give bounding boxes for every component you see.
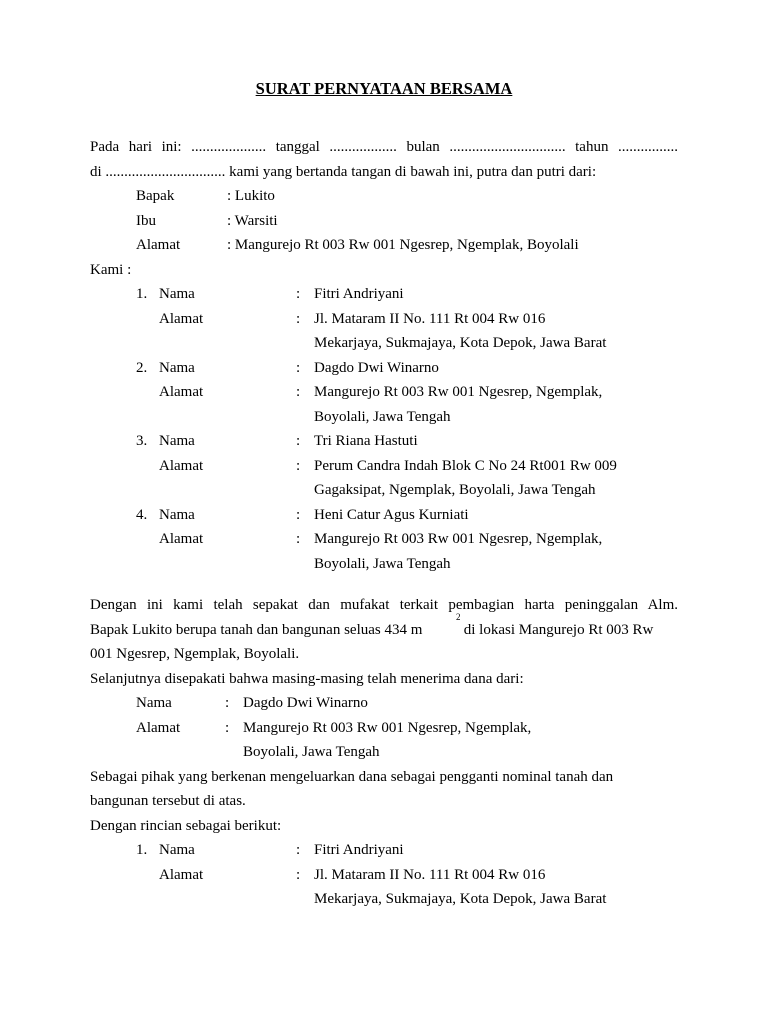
sebagai-line-2: bangunan tersebut di atas.	[90, 793, 246, 809]
rincian-nama: Fitri Andriyani	[314, 842, 404, 858]
rincian-number: 1.	[136, 842, 148, 858]
rincian-label: Dengan rincian sebagai berikut:	[90, 818, 282, 834]
colon: :	[296, 360, 301, 376]
person-nama-label: Nama	[159, 360, 195, 376]
agreement-line-2-end: di lokasi Mangurejo Rt 003 Rw	[460, 622, 654, 638]
person-nama: Fitri Andriyani	[314, 286, 404, 302]
person-nama-label: Nama	[159, 286, 195, 302]
colon: :	[296, 531, 301, 547]
kami-label: Kami :	[90, 262, 132, 278]
agreement-line-2-start: Bapak Lukito berupa tanah dan bangunan seluas 434 m	[90, 622, 423, 638]
person-nama: Dagdo Dwi Winarno	[314, 360, 439, 376]
parent-label-ibu: Ibu	[136, 213, 156, 229]
agreement-line-3: 001 Ngesrep, Ngemplak, Boyolali.	[90, 646, 300, 662]
person-alamat-line-1: Mangurejo Rt 003 Rw 001 Ngesrep, Ngemplak,	[314, 384, 603, 400]
rincian-alamat-line-2: Mekarjaya, Sukmajaya, Kota Depok, Jawa Barat	[314, 891, 607, 907]
person-number: 4.	[136, 507, 148, 523]
payer-nama-label: Nama	[136, 695, 172, 711]
colon: :	[296, 433, 301, 449]
person-alamat-line-1: Mangurejo Rt 003 Rw 001 Ngesrep, Ngemplak,	[314, 531, 603, 547]
colon: :	[296, 507, 301, 523]
person-number: 2.	[136, 360, 148, 376]
person-alamat-line-1: Jl. Mataram II No. 111 Rt 004 Rw 016	[314, 311, 546, 327]
parent-label-alamat: Alamat	[136, 237, 181, 253]
colon: :	[296, 384, 301, 400]
parent-label-bapak: Bapak	[136, 188, 175, 204]
person-number: 1.	[136, 286, 148, 302]
person-alamat-line-2: Boyolali, Jawa Tengah	[314, 556, 451, 572]
document-page: SURAT PERNYATAAN BERSAMA Pada hari ini: .................... tanggal .................. bulan ............................... tahun ................ di ................................ kami yang bertanda tangan di bawah ini, putra dan putri dari: Bapak : Lukito Ibu : Warsiti Alamat : Mangurejo Rt 003 Rw 001 Ngesrep, Ngemplak, Boyolali Kami : 1. Nama : Fitri Andriyani Alamat : Jl. Mataram II No. 111 Rt 004 Rw 016 Mekarjaya, Sukmajaya, Kota Depok, Jawa Barat 2. Nama : Dagdo Dwi Winarno Alamat : Mangurejo Rt 003 Rw 001 Ngesrep, Ngemplak, Boyolali, Jawa Tengah 3. Nama : Tri Riana Hastuti Alamat : Perum Candra Indah Blok C No 24 Rt001 Rw 009 Gagaksipat, Ngemplak, Boyolali, Jawa Tengah 4. Nama : Heni Catur Agus Kurniati Alamat : Mangurejo Rt 003 Rw 001 Ngesrep, Ngemplak, Boyolali, Jawa Tengah Dengan ini kami telah sepakat dan mufakat terkait pembagian harta peninggalan Alm. Bapak Lukito berupa tanah dan bangunan seluas 434 m 2 di lokasi Mangurejo Rt 003 Rw 001 Ngesrep, Ngemplak, Boyolali. Selanjutnya disepakati bahwa masing-masing telah menerima dana dari: Nama : Dagdo Dwi Winarno Alamat : Mangurejo Rt 003 Rw 001 Ngesrep, Ngemplak, Boyolali, Jawa Tengah Sebagai pihak yang berkenan mengeluarkan dana sebagai pengganti nominal tanah dan bangunan tersebut di atas. Dengan rincian sebagai berikut: 1. Nama : Fitri Andriyani Alamat : Jl. Mataram II No. 111 Rt 004 Rw 016 Mekarjaya, Sukmajaya, Kota Depok, Jawa Barat	[0, 0, 768, 1024]
person-alamat-label: Alamat	[159, 384, 204, 400]
person-alamat-label: Alamat	[159, 531, 204, 547]
colon: :	[296, 458, 301, 474]
person-alamat-label: Alamat	[159, 458, 204, 474]
sebagai-line-1: Sebagai pihak yang berkenan mengeluarkan dana sebagai pengganti nominal tanah dan	[90, 769, 614, 785]
parent-value-bapak: : Lukito	[227, 188, 275, 204]
rincian-nama-label: Nama	[159, 842, 195, 858]
rincian-alamat-label: Alamat	[159, 867, 204, 883]
payer-alamat-line-2: Boyolali, Jawa Tengah	[243, 744, 380, 760]
parent-value-alamat: : Mangurejo Rt 003 Rw 001 Ngesrep, Ngemplak, Boyolali	[227, 237, 579, 253]
person-alamat-line-1: Perum Candra Indah Blok C No 24 Rt001 Rw 009	[314, 458, 617, 474]
opening-line-1: Pada hari ini: .................... tanggal .................. bulan ............................... tahun ................	[90, 139, 678, 155]
opening-line-2: di ................................ kami yang bertanda tangan di bawah ini, putra dan putri dari:	[90, 164, 597, 180]
person-nama: Heni Catur Agus Kurniati	[314, 507, 469, 523]
person-alamat-line-2: Gagaksipat, Ngemplak, Boyolali, Jawa Tengah	[314, 482, 596, 498]
colon: :	[225, 720, 230, 736]
rincian-alamat-line-1: Jl. Mataram II No. 111 Rt 004 Rw 016	[314, 867, 546, 883]
colon: :	[296, 286, 301, 302]
parent-value-ibu: : Warsiti	[227, 213, 278, 229]
colon: :	[296, 842, 301, 858]
payer-alamat-line-1: Mangurejo Rt 003 Rw 001 Ngesrep, Ngemplak,	[243, 720, 532, 736]
payer-alamat-label: Alamat	[136, 720, 181, 736]
person-nama-label: Nama	[159, 507, 195, 523]
selanjutnya-line: Selanjutnya disepakati bahwa masing-masing telah menerima dana dari:	[90, 671, 524, 687]
person-number: 3.	[136, 433, 148, 449]
payer-nama: Dagdo Dwi Winarno	[243, 695, 368, 711]
colon: :	[296, 867, 301, 883]
agreement-line-1: Dengan ini kami telah sepakat dan mufakat terkait pembagian harta peninggalan Alm.	[90, 597, 678, 613]
person-alamat-line-2: Boyolali, Jawa Tengah	[314, 409, 451, 425]
person-nama-label: Nama	[159, 433, 195, 449]
colon: :	[296, 311, 301, 327]
person-nama: Tri Riana Hastuti	[314, 433, 418, 449]
document-title: SURAT PERNYATAAN BERSAMA	[255, 79, 513, 98]
colon: :	[225, 695, 230, 711]
person-alamat-line-2: Mekarjaya, Sukmajaya, Kota Depok, Jawa Barat	[314, 335, 607, 351]
person-alamat-label: Alamat	[159, 311, 204, 327]
